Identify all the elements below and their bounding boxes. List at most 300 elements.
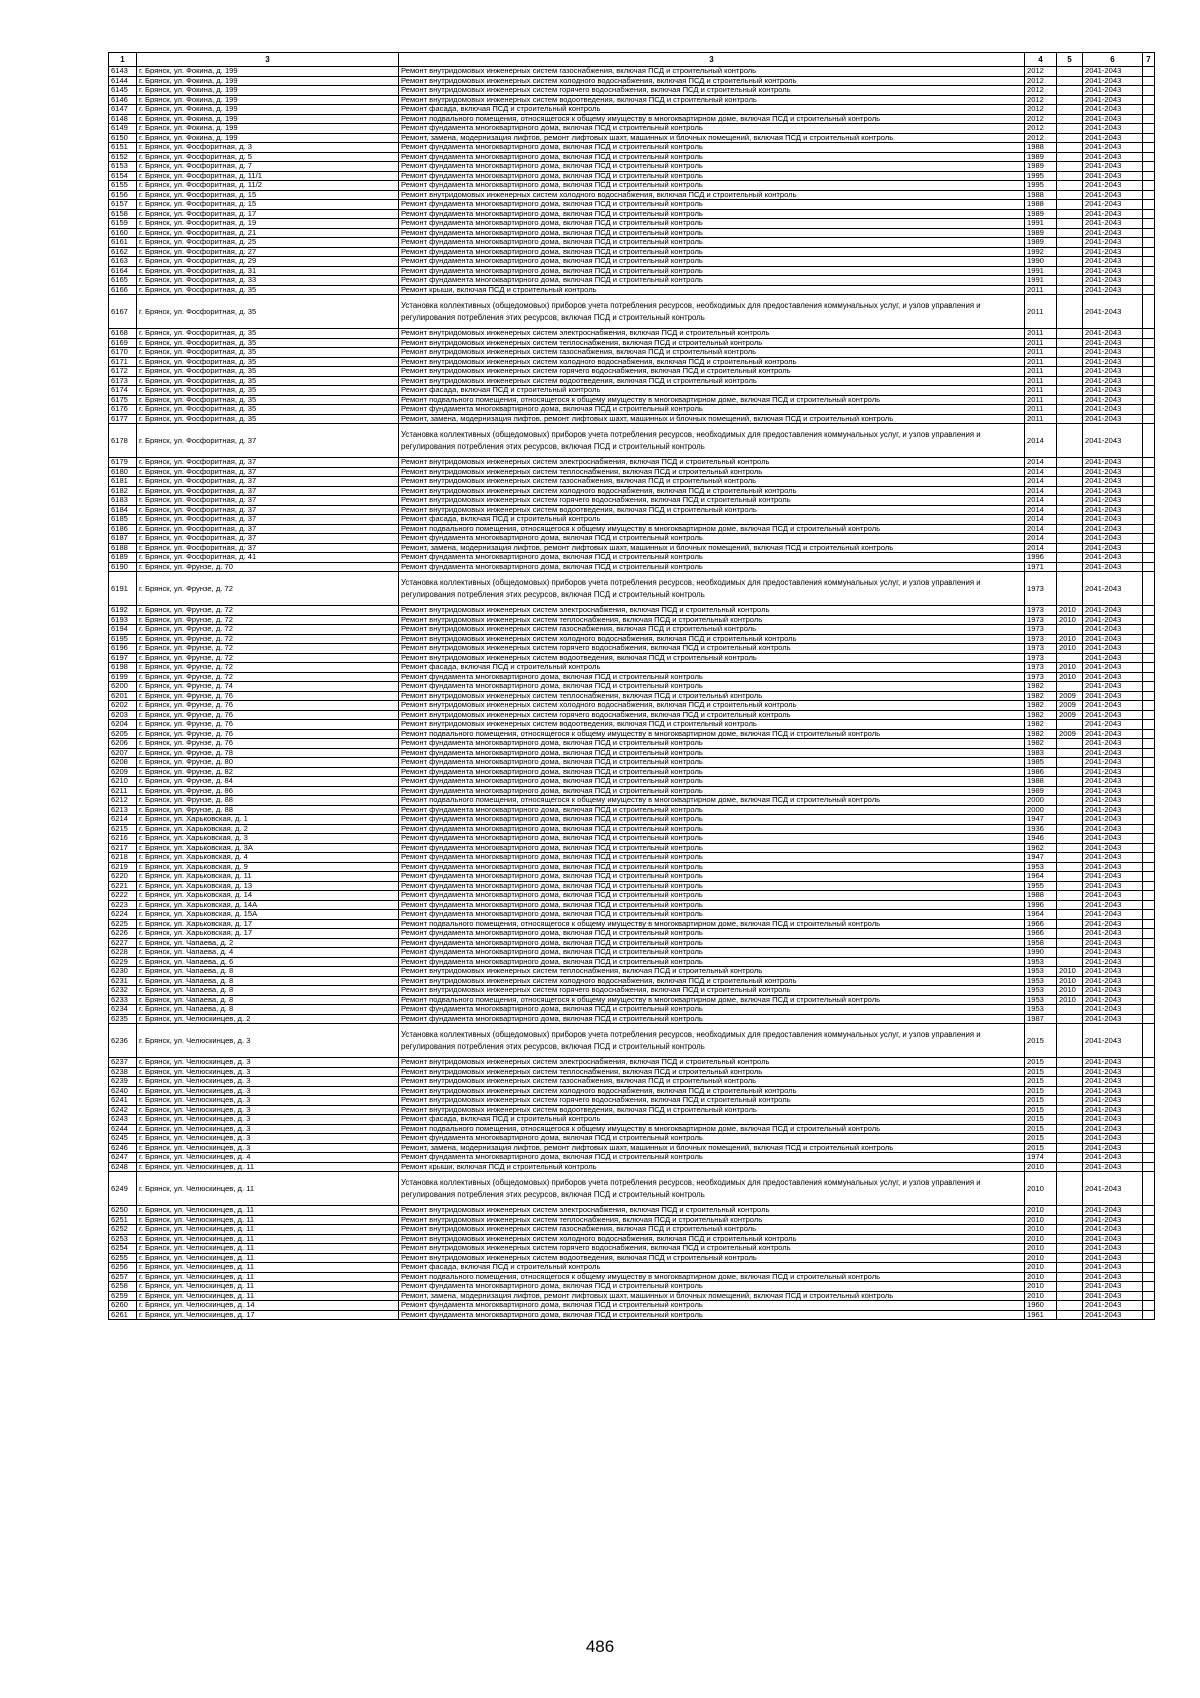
work-description-cell: Ремонт фундамента многоквартирного дома, включая ПСД и строительный контроль — [399, 929, 1025, 939]
row-number: 6257 — [109, 1272, 137, 1282]
year-cell: 2015 — [1025, 1058, 1057, 1068]
year-cell: 2014 — [1025, 424, 1057, 458]
address-cell: г. Брянск, ул. Харьковская, д. 9 — [137, 862, 399, 872]
last-repair-year-cell — [1057, 1206, 1083, 1216]
address-cell: г. Брянск, ул. Фосфоритная, д. 7 — [137, 162, 399, 172]
year-cell: 1964 — [1025, 872, 1057, 882]
work-description-cell: Ремонт фундамента многоквартирного дома, включая ПСД и строительный контроль — [399, 171, 1025, 181]
table-row — [109, 938, 1155, 948]
planned-period-cell: 2041-2043 — [1083, 1215, 1143, 1225]
planned-period-cell: 2041-2043 — [1083, 634, 1143, 644]
planned-period-cell: 2041-2043 — [1083, 285, 1143, 295]
year-cell: 2010 — [1025, 1244, 1057, 1254]
capital-repair-table — [108, 52, 1155, 1320]
year-cell: 1962 — [1025, 843, 1057, 853]
planned-period-cell: 2041-2043 — [1083, 1162, 1143, 1172]
year-cell: 2010 — [1025, 1234, 1057, 1244]
row-number: 6174 — [109, 386, 137, 396]
last-repair-year-cell — [1057, 1272, 1083, 1282]
work-description-cell: Ремонт внутридомовых инженерных систем газоснабжения, включая ПСД и строительный контроль — [399, 1077, 1025, 1087]
planned-period-cell: 2041-2043 — [1083, 672, 1143, 682]
year-cell: 1988 — [1025, 200, 1057, 210]
year-cell: 1989 — [1025, 238, 1057, 248]
planned-period-cell: 2041-2043 — [1083, 152, 1143, 162]
address-cell: г. Брянск, ул. Фрунзе, д. 76 — [137, 739, 399, 749]
column-header: 7 — [1143, 53, 1155, 67]
address-cell: г. Брянск, ул. Фосфоритная, д. 35 — [137, 338, 399, 348]
last-repair-year-cell: 2010 — [1057, 995, 1083, 1005]
table-row — [109, 1086, 1155, 1096]
empty-cell — [1143, 625, 1155, 635]
address-cell: г. Брянск, ул. Харьковская, д. 17 — [137, 919, 399, 929]
work-description-cell: Ремонт фасада, включая ПСД и строительный контроль — [399, 663, 1025, 673]
table-row — [109, 152, 1155, 162]
row-number: 6252 — [109, 1225, 137, 1235]
year-cell: 1990 — [1025, 257, 1057, 267]
empty-cell — [1143, 143, 1155, 153]
planned-period-cell: 2041-2043 — [1083, 1225, 1143, 1235]
last-repair-year-cell: 2009 — [1057, 729, 1083, 739]
planned-period-cell: 2041-2043 — [1083, 257, 1143, 267]
year-cell: 2011 — [1025, 357, 1057, 367]
address-cell: г. Брянск, ул. Фосфоритная, д. 15 — [137, 200, 399, 210]
work-description-cell: Ремонт внутридомовых инженерных систем водоотведения, включая ПСД и строительный контроль — [399, 1105, 1025, 1115]
empty-cell — [1143, 543, 1155, 553]
row-number: 6193 — [109, 615, 137, 625]
empty-cell — [1143, 67, 1155, 77]
year-cell: 2010 — [1025, 1291, 1057, 1301]
work-description-cell: Ремонт фундамента многоквартирного дома, включая ПСД и строительный контроль — [399, 881, 1025, 891]
row-number: 6188 — [109, 543, 137, 553]
empty-cell — [1143, 209, 1155, 219]
empty-cell — [1143, 486, 1155, 496]
address-cell: г. Брянск, ул. Челюскинцев, д. 3 — [137, 1134, 399, 1144]
planned-period-cell: 2041-2043 — [1083, 209, 1143, 219]
table-row — [109, 691, 1155, 701]
row-number: 6148 — [109, 114, 137, 124]
address-cell: г. Брянск, ул. Фокина, д. 199 — [137, 67, 399, 77]
planned-period-cell: 2041-2043 — [1083, 1172, 1143, 1206]
work-description-cell: Ремонт внутридомовых инженерных систем холодного водоснабжения, включая ПСД и строительный контроль — [399, 976, 1025, 986]
year-cell: 1961 — [1025, 1310, 1057, 1320]
last-repair-year-cell — [1057, 1096, 1083, 1106]
year-cell: 2015 — [1025, 1077, 1057, 1087]
address-cell: г. Брянск, ул. Фосфоритная, д. 35 — [137, 329, 399, 339]
year-cell: 2012 — [1025, 114, 1057, 124]
work-description-cell: Ремонт внутридомовых инженерных систем теплоснабжения, включая ПСД и строительный контроль — [399, 467, 1025, 477]
planned-period-cell: 2041-2043 — [1083, 910, 1143, 920]
last-repair-year-cell — [1057, 181, 1083, 191]
address-cell: г. Брянск, ул. Фокина, д. 199 — [137, 76, 399, 86]
row-number: 6224 — [109, 910, 137, 920]
work-description-cell: Ремонт фундамента многоквартирного дома, включая ПСД и строительный контроль — [399, 862, 1025, 872]
empty-cell — [1143, 986, 1155, 996]
work-description-cell: Ремонт подвального помещения, относящегося к общему имуществу в многоквартирном доме, включая ПСД и строительный контроль — [399, 729, 1025, 739]
empty-cell — [1143, 1077, 1155, 1087]
last-repair-year-cell — [1057, 133, 1083, 143]
last-repair-year-cell — [1057, 938, 1083, 948]
planned-period-cell: 2041-2043 — [1083, 1134, 1143, 1144]
work-description-cell: Ремонт фундамента многоквартирного дома, включая ПСД и строительный контроль — [399, 938, 1025, 948]
row-number: 6250 — [109, 1206, 137, 1216]
last-repair-year-cell — [1057, 1143, 1083, 1153]
planned-period-cell: 2041-2043 — [1083, 824, 1143, 834]
table-row — [109, 824, 1155, 834]
address-cell: г. Брянск, ул. Челюскинцев, д. 11 — [137, 1162, 399, 1172]
last-repair-year-cell — [1057, 805, 1083, 815]
year-cell: 2011 — [1025, 414, 1057, 424]
table-row — [109, 1282, 1155, 1292]
year-cell: 2000 — [1025, 796, 1057, 806]
planned-period-cell: 2041-2043 — [1083, 534, 1143, 544]
table-row — [109, 228, 1155, 238]
row-number: 6178 — [109, 424, 137, 458]
address-cell: г. Брянск, ул. Чапаева, д. 8 — [137, 986, 399, 996]
work-description-cell: Ремонт подвального помещения, относящегося к общему имуществу в многоквартирном доме, включая ПСД и строительный контроль — [399, 919, 1025, 929]
planned-period-cell: 2041-2043 — [1083, 701, 1143, 711]
column-header: 3 — [137, 53, 399, 67]
row-number: 6230 — [109, 967, 137, 977]
row-number: 6239 — [109, 1077, 137, 1087]
empty-cell — [1143, 1134, 1155, 1144]
empty-cell — [1143, 1024, 1155, 1058]
address-cell: г. Брянск, ул. Челюскинцев, д. 11 — [137, 1225, 399, 1235]
work-description-cell: Ремонт подвального помещения, относящегося к общему имуществу в многоквартирном доме, включая ПСД и строительный контроль — [399, 1124, 1025, 1134]
row-number: 6227 — [109, 938, 137, 948]
last-repair-year-cell — [1057, 505, 1083, 515]
row-number: 6160 — [109, 228, 137, 238]
table-row — [109, 572, 1155, 606]
planned-period-cell: 2041-2043 — [1083, 872, 1143, 882]
empty-cell — [1143, 758, 1155, 768]
table-row — [109, 976, 1155, 986]
address-cell: г. Брянск, ул. Челюскинцев, д. 11 — [137, 1172, 399, 1206]
last-repair-year-cell — [1057, 562, 1083, 572]
address-cell: г. Брянск, ул. Челюскинцев, д. 11 — [137, 1215, 399, 1225]
year-cell: 2010 — [1025, 1272, 1057, 1282]
last-repair-year-cell — [1057, 862, 1083, 872]
work-description-cell: Ремонт фундамента многоквартирного дома, включая ПСД и строительный контроль — [399, 276, 1025, 286]
year-cell: 1989 — [1025, 786, 1057, 796]
planned-period-cell: 2041-2043 — [1083, 357, 1143, 367]
year-cell: 2011 — [1025, 295, 1057, 329]
row-number: 6241 — [109, 1096, 137, 1106]
year-cell: 2011 — [1025, 376, 1057, 386]
address-cell: г. Брянск, ул. Фрунзе, д. 76 — [137, 691, 399, 701]
row-number: 6163 — [109, 257, 137, 267]
year-cell: 2012 — [1025, 86, 1057, 96]
planned-period-cell: 2041-2043 — [1083, 477, 1143, 487]
table-row — [109, 1215, 1155, 1225]
work-description-cell: Ремонт внутридомовых инженерных систем водоотведения, включая ПСД и строительный контроль — [399, 720, 1025, 730]
year-cell: 1974 — [1025, 1153, 1057, 1163]
empty-cell — [1143, 748, 1155, 758]
last-repair-year-cell: 2009 — [1057, 701, 1083, 711]
planned-period-cell: 2041-2043 — [1083, 1272, 1143, 1282]
empty-cell — [1143, 477, 1155, 487]
row-number: 6259 — [109, 1291, 137, 1301]
table-row — [109, 543, 1155, 553]
year-cell: 2015 — [1025, 1096, 1057, 1106]
empty-cell — [1143, 701, 1155, 711]
table-row — [109, 143, 1155, 153]
empty-cell — [1143, 1272, 1155, 1282]
table-row — [109, 162, 1155, 172]
year-cell: 1947 — [1025, 853, 1057, 863]
last-repair-year-cell — [1057, 395, 1083, 405]
year-cell: 2011 — [1025, 329, 1057, 339]
table-row — [109, 843, 1155, 853]
table-row — [109, 606, 1155, 616]
row-number: 6260 — [109, 1301, 137, 1311]
address-cell: г. Брянск, ул. Фокина, д. 199 — [137, 114, 399, 124]
year-cell: 1953 — [1025, 976, 1057, 986]
work-description-cell: Ремонт внутридомовых инженерных систем водоотведения, включая ПСД и строительный контроль — [399, 505, 1025, 515]
work-description-cell: Ремонт внутридомовых инженерных систем газоснабжения, включая ПСД и строительный контроль — [399, 477, 1025, 487]
table-row — [109, 910, 1155, 920]
last-repair-year-cell — [1057, 625, 1083, 635]
planned-period-cell: 2041-2043 — [1083, 162, 1143, 172]
year-cell: 1990 — [1025, 948, 1057, 958]
empty-cell — [1143, 739, 1155, 749]
work-description-cell: Ремонт крыши, включая ПСД и строительный контроль — [399, 285, 1025, 295]
work-description-cell: Ремонт фундамента многоквартирного дома, включая ПСД и строительный контроль — [399, 957, 1025, 967]
work-description-cell: Ремонт фундамента многоквартирного дома, включая ПСД и строительный контроль — [399, 124, 1025, 134]
work-description-cell: Ремонт подвального помещения, относящегося к общему имуществу в многоквартирном доме, включая ПСД и строительный контроль — [399, 1272, 1025, 1282]
year-cell: 1991 — [1025, 276, 1057, 286]
planned-period-cell: 2041-2043 — [1083, 976, 1143, 986]
last-repair-year-cell — [1057, 891, 1083, 901]
planned-period-cell: 2041-2043 — [1083, 405, 1143, 415]
planned-period-cell: 2041-2043 — [1083, 957, 1143, 967]
address-cell: г. Брянск, ул. Фрунзе, д. 84 — [137, 777, 399, 787]
year-cell: 1989 — [1025, 209, 1057, 219]
last-repair-year-cell — [1057, 1244, 1083, 1254]
empty-cell — [1143, 919, 1155, 929]
year-cell: 2012 — [1025, 76, 1057, 86]
table-row — [109, 967, 1155, 977]
row-number: 6236 — [109, 1024, 137, 1058]
last-repair-year-cell — [1057, 1134, 1083, 1144]
last-repair-year-cell — [1057, 1024, 1083, 1058]
table-row — [109, 919, 1155, 929]
row-number: 6207 — [109, 748, 137, 758]
address-cell: г. Брянск, ул. Фосфоритная, д. 17 — [137, 209, 399, 219]
work-description-cell: Ремонт внутридомовых инженерных систем теплоснабжения, включая ПСД и строительный контроль — [399, 691, 1025, 701]
row-number: 6247 — [109, 1153, 137, 1163]
address-cell: г. Брянск, ул. Челюскинцев, д. 3 — [137, 1086, 399, 1096]
table-header — [109, 53, 1155, 67]
row-number: 6253 — [109, 1234, 137, 1244]
table-row — [109, 238, 1155, 248]
row-number: 6218 — [109, 853, 137, 863]
year-cell: 1953 — [1025, 862, 1057, 872]
table-row — [109, 929, 1155, 939]
work-description-cell: Ремонт внутридомовых инженерных систем горячего водоснабжения, включая ПСД и строительный контроль — [399, 1096, 1025, 1106]
address-cell: г. Брянск, ул. Челюскинцев, д. 11 — [137, 1234, 399, 1244]
work-description-cell: Ремонт внутридомовых инженерных систем водоотведения, включая ПСД и строительный контроль — [399, 376, 1025, 386]
work-description-cell: Ремонт внутридомовых инженерных систем электроснабжения, включая ПСД и строительный контроль — [399, 329, 1025, 339]
work-description-cell: Ремонт фундамента многоквартирного дома, включая ПСД и строительный контроль — [399, 748, 1025, 758]
work-description-cell: Ремонт фундамента многоквартирного дома, включая ПСД и строительный контроль — [399, 200, 1025, 210]
table-row — [109, 720, 1155, 730]
empty-cell — [1143, 767, 1155, 777]
work-description-cell: Ремонт фундамента многоквартирного дома, включая ПСД и строительный контроль — [399, 843, 1025, 853]
table-row — [109, 777, 1155, 787]
empty-cell — [1143, 1253, 1155, 1263]
work-description-cell: Ремонт фундамента многоквартирного дома, включая ПСД и строительный контроль — [399, 228, 1025, 238]
year-cell: 2010 — [1025, 1162, 1057, 1172]
work-description-cell: Ремонт фундамента многоквартирного дома, включая ПСД и строительный контроль — [399, 1301, 1025, 1311]
row-number: 6210 — [109, 777, 137, 787]
work-description-cell: Ремонт внутридомовых инженерных систем холодного водоснабжения, включая ПСД и строительный контроль — [399, 357, 1025, 367]
address-cell: г. Брянск, ул. Фосфоритная, д. 19 — [137, 219, 399, 229]
planned-period-cell: 2041-2043 — [1083, 95, 1143, 105]
work-description-cell: Ремонт подвального помещения, относящегося к общему имуществу в многоквартирном доме, включая ПСД и строительный контроль — [399, 114, 1025, 124]
row-number: 6229 — [109, 957, 137, 967]
table-row — [109, 995, 1155, 1005]
last-repair-year-cell — [1057, 1282, 1083, 1292]
table-row — [109, 1077, 1155, 1087]
work-description-cell: Ремонт внутридомовых инженерных систем газоснабжения, включая ПСД и строительный контроль — [399, 625, 1025, 635]
year-cell: 1973 — [1025, 653, 1057, 663]
address-cell: г. Брянск, ул. Челюскинцев, д. 11 — [137, 1291, 399, 1301]
year-cell: 1995 — [1025, 181, 1057, 191]
empty-cell — [1143, 496, 1155, 506]
table-row — [109, 701, 1155, 711]
table-row — [109, 1115, 1155, 1125]
empty-cell — [1143, 105, 1155, 115]
year-cell: 2014 — [1025, 534, 1057, 544]
year-cell: 1982 — [1025, 739, 1057, 749]
planned-period-cell: 2041-2043 — [1083, 606, 1143, 616]
last-repair-year-cell — [1057, 114, 1083, 124]
work-description-cell: Ремонт внутридомовых инженерных систем горячего водоснабжения, включая ПСД и строительный контроль — [399, 1244, 1025, 1254]
last-repair-year-cell — [1057, 881, 1083, 891]
empty-cell — [1143, 995, 1155, 1005]
year-cell: 2014 — [1025, 458, 1057, 468]
address-cell: г. Брянск, ул. Фрунзе, д. 72 — [137, 625, 399, 635]
year-cell: 2014 — [1025, 477, 1057, 487]
year-cell: 1996 — [1025, 900, 1057, 910]
table-row — [109, 1225, 1155, 1235]
work-description-cell: Ремонт фундамента многоквартирного дома, включая ПСД и строительный контроль — [399, 758, 1025, 768]
planned-period-cell: 2041-2043 — [1083, 748, 1143, 758]
planned-period-cell: 2041-2043 — [1083, 200, 1143, 210]
year-cell: 1966 — [1025, 919, 1057, 929]
table-row — [109, 1263, 1155, 1273]
year-cell: 1973 — [1025, 572, 1057, 606]
year-cell: 1953 — [1025, 967, 1057, 977]
table-row — [109, 295, 1155, 329]
empty-cell — [1143, 171, 1155, 181]
row-number: 6179 — [109, 458, 137, 468]
table-row — [109, 424, 1155, 458]
planned-period-cell: 2041-2043 — [1083, 105, 1143, 115]
work-description-cell: Ремонт внутридомовых инженерных систем водоотведения, включая ПСД и строительный контроль — [399, 95, 1025, 105]
work-description-cell: Ремонт фундамента многоквартирного дома, включая ПСД и строительный контроль — [399, 553, 1025, 563]
last-repair-year-cell — [1057, 834, 1083, 844]
empty-cell — [1143, 1153, 1155, 1163]
address-cell: г. Брянск, ул. Фосфоритная, д. 35 — [137, 285, 399, 295]
last-repair-year-cell — [1057, 739, 1083, 749]
planned-period-cell: 2041-2043 — [1083, 367, 1143, 377]
row-number: 6235 — [109, 1014, 137, 1024]
empty-cell — [1143, 900, 1155, 910]
address-cell: г. Брянск, ул. Челюскинцев, д. 3 — [137, 1096, 399, 1106]
table-body — [109, 67, 1155, 1320]
empty-cell — [1143, 1244, 1155, 1254]
empty-cell — [1143, 162, 1155, 172]
planned-period-cell: 2041-2043 — [1083, 247, 1143, 257]
planned-period-cell: 2041-2043 — [1083, 1077, 1143, 1087]
last-repair-year-cell — [1057, 653, 1083, 663]
address-cell: г. Брянск, ул. Харьковская, д. 4 — [137, 853, 399, 863]
address-cell: г. Брянск, ул. Фрунзе, д. 86 — [137, 786, 399, 796]
work-description-cell: Ремонт фундамента многоквартирного дома, включая ПСД и строительный контроль — [399, 872, 1025, 882]
year-cell: 1991 — [1025, 266, 1057, 276]
page-number: 486 — [585, 1637, 615, 1656]
work-description-cell: Установка коллективных (общедомовых) приборов учета потребления ресурсов, необходимых для предоставления коммунальных услуг, и узлов управления и регулирования потребления этих ресурсов, включая ПСД и строительный контроль — [399, 1172, 1025, 1206]
work-description-cell: Ремонт подвального помещения, относящегося к общему имуществу в многоквартирном доме, включая ПСД и строительный контроль — [399, 995, 1025, 1005]
last-repair-year-cell: 2010 — [1057, 967, 1083, 977]
row-number: 6261 — [109, 1310, 137, 1320]
address-cell: г. Брянск, ул. Челюскинцев, д. 2 — [137, 1014, 399, 1024]
year-cell: 1995 — [1025, 171, 1057, 181]
table-row — [109, 1014, 1155, 1024]
year-cell: 1982 — [1025, 682, 1057, 692]
address-cell: г. Брянск, ул. Фосфоритная, д. 35 — [137, 405, 399, 415]
row-number: 6197 — [109, 653, 137, 663]
address-cell: г. Брянск, ул. Фосфоритная, д. 37 — [137, 486, 399, 496]
last-repair-year-cell — [1057, 338, 1083, 348]
table-row — [109, 67, 1155, 77]
last-repair-year-cell: 2009 — [1057, 691, 1083, 701]
planned-period-cell: 2041-2043 — [1083, 995, 1143, 1005]
planned-period-cell: 2041-2043 — [1083, 986, 1143, 996]
work-description-cell: Ремонт фасада, включая ПСД и строительный контроль — [399, 105, 1025, 115]
planned-period-cell: 2041-2043 — [1083, 900, 1143, 910]
work-description-cell: Ремонт внутридомовых инженерных систем теплоснабжения, включая ПСД и строительный контроль — [399, 615, 1025, 625]
empty-cell — [1143, 1086, 1155, 1096]
empty-cell — [1143, 938, 1155, 948]
address-cell: г. Брянск, ул. Фрунзе, д. 78 — [137, 748, 399, 758]
last-repair-year-cell: 2010 — [1057, 615, 1083, 625]
empty-cell — [1143, 910, 1155, 920]
year-cell: 1964 — [1025, 910, 1057, 920]
empty-cell — [1143, 534, 1155, 544]
row-number: 6175 — [109, 395, 137, 405]
work-description-cell: Ремонт фундамента многоквартирного дома, включая ПСД и строительный контроль — [399, 1014, 1025, 1024]
year-cell: 1989 — [1025, 152, 1057, 162]
planned-period-cell: 2041-2043 — [1083, 219, 1143, 229]
work-description-cell: Ремонт внутридомовых инженерных систем холодного водоснабжения, включая ПСД и строительный контроль — [399, 634, 1025, 644]
last-repair-year-cell: 2010 — [1057, 976, 1083, 986]
last-repair-year-cell: 2010 — [1057, 672, 1083, 682]
year-cell: 1985 — [1025, 758, 1057, 768]
address-cell: г. Брянск, ул. Фосфоритная, д. 11/1 — [137, 171, 399, 181]
table-row — [109, 1096, 1155, 1106]
last-repair-year-cell — [1057, 1005, 1083, 1015]
row-number: 6208 — [109, 758, 137, 768]
row-number: 6184 — [109, 505, 137, 515]
row-number: 6234 — [109, 1005, 137, 1015]
work-description-cell: Установка коллективных (общедомовых) приборов учета потребления ресурсов, необходимых для предоставления коммунальных услуг, и узлов управления и регулирования потребления этих ресурсов, включая ПСД и строительный контроль — [399, 295, 1025, 329]
planned-period-cell: 2041-2043 — [1083, 786, 1143, 796]
year-cell: 1966 — [1025, 929, 1057, 939]
year-cell: 1988 — [1025, 143, 1057, 153]
row-number: 6258 — [109, 1282, 137, 1292]
